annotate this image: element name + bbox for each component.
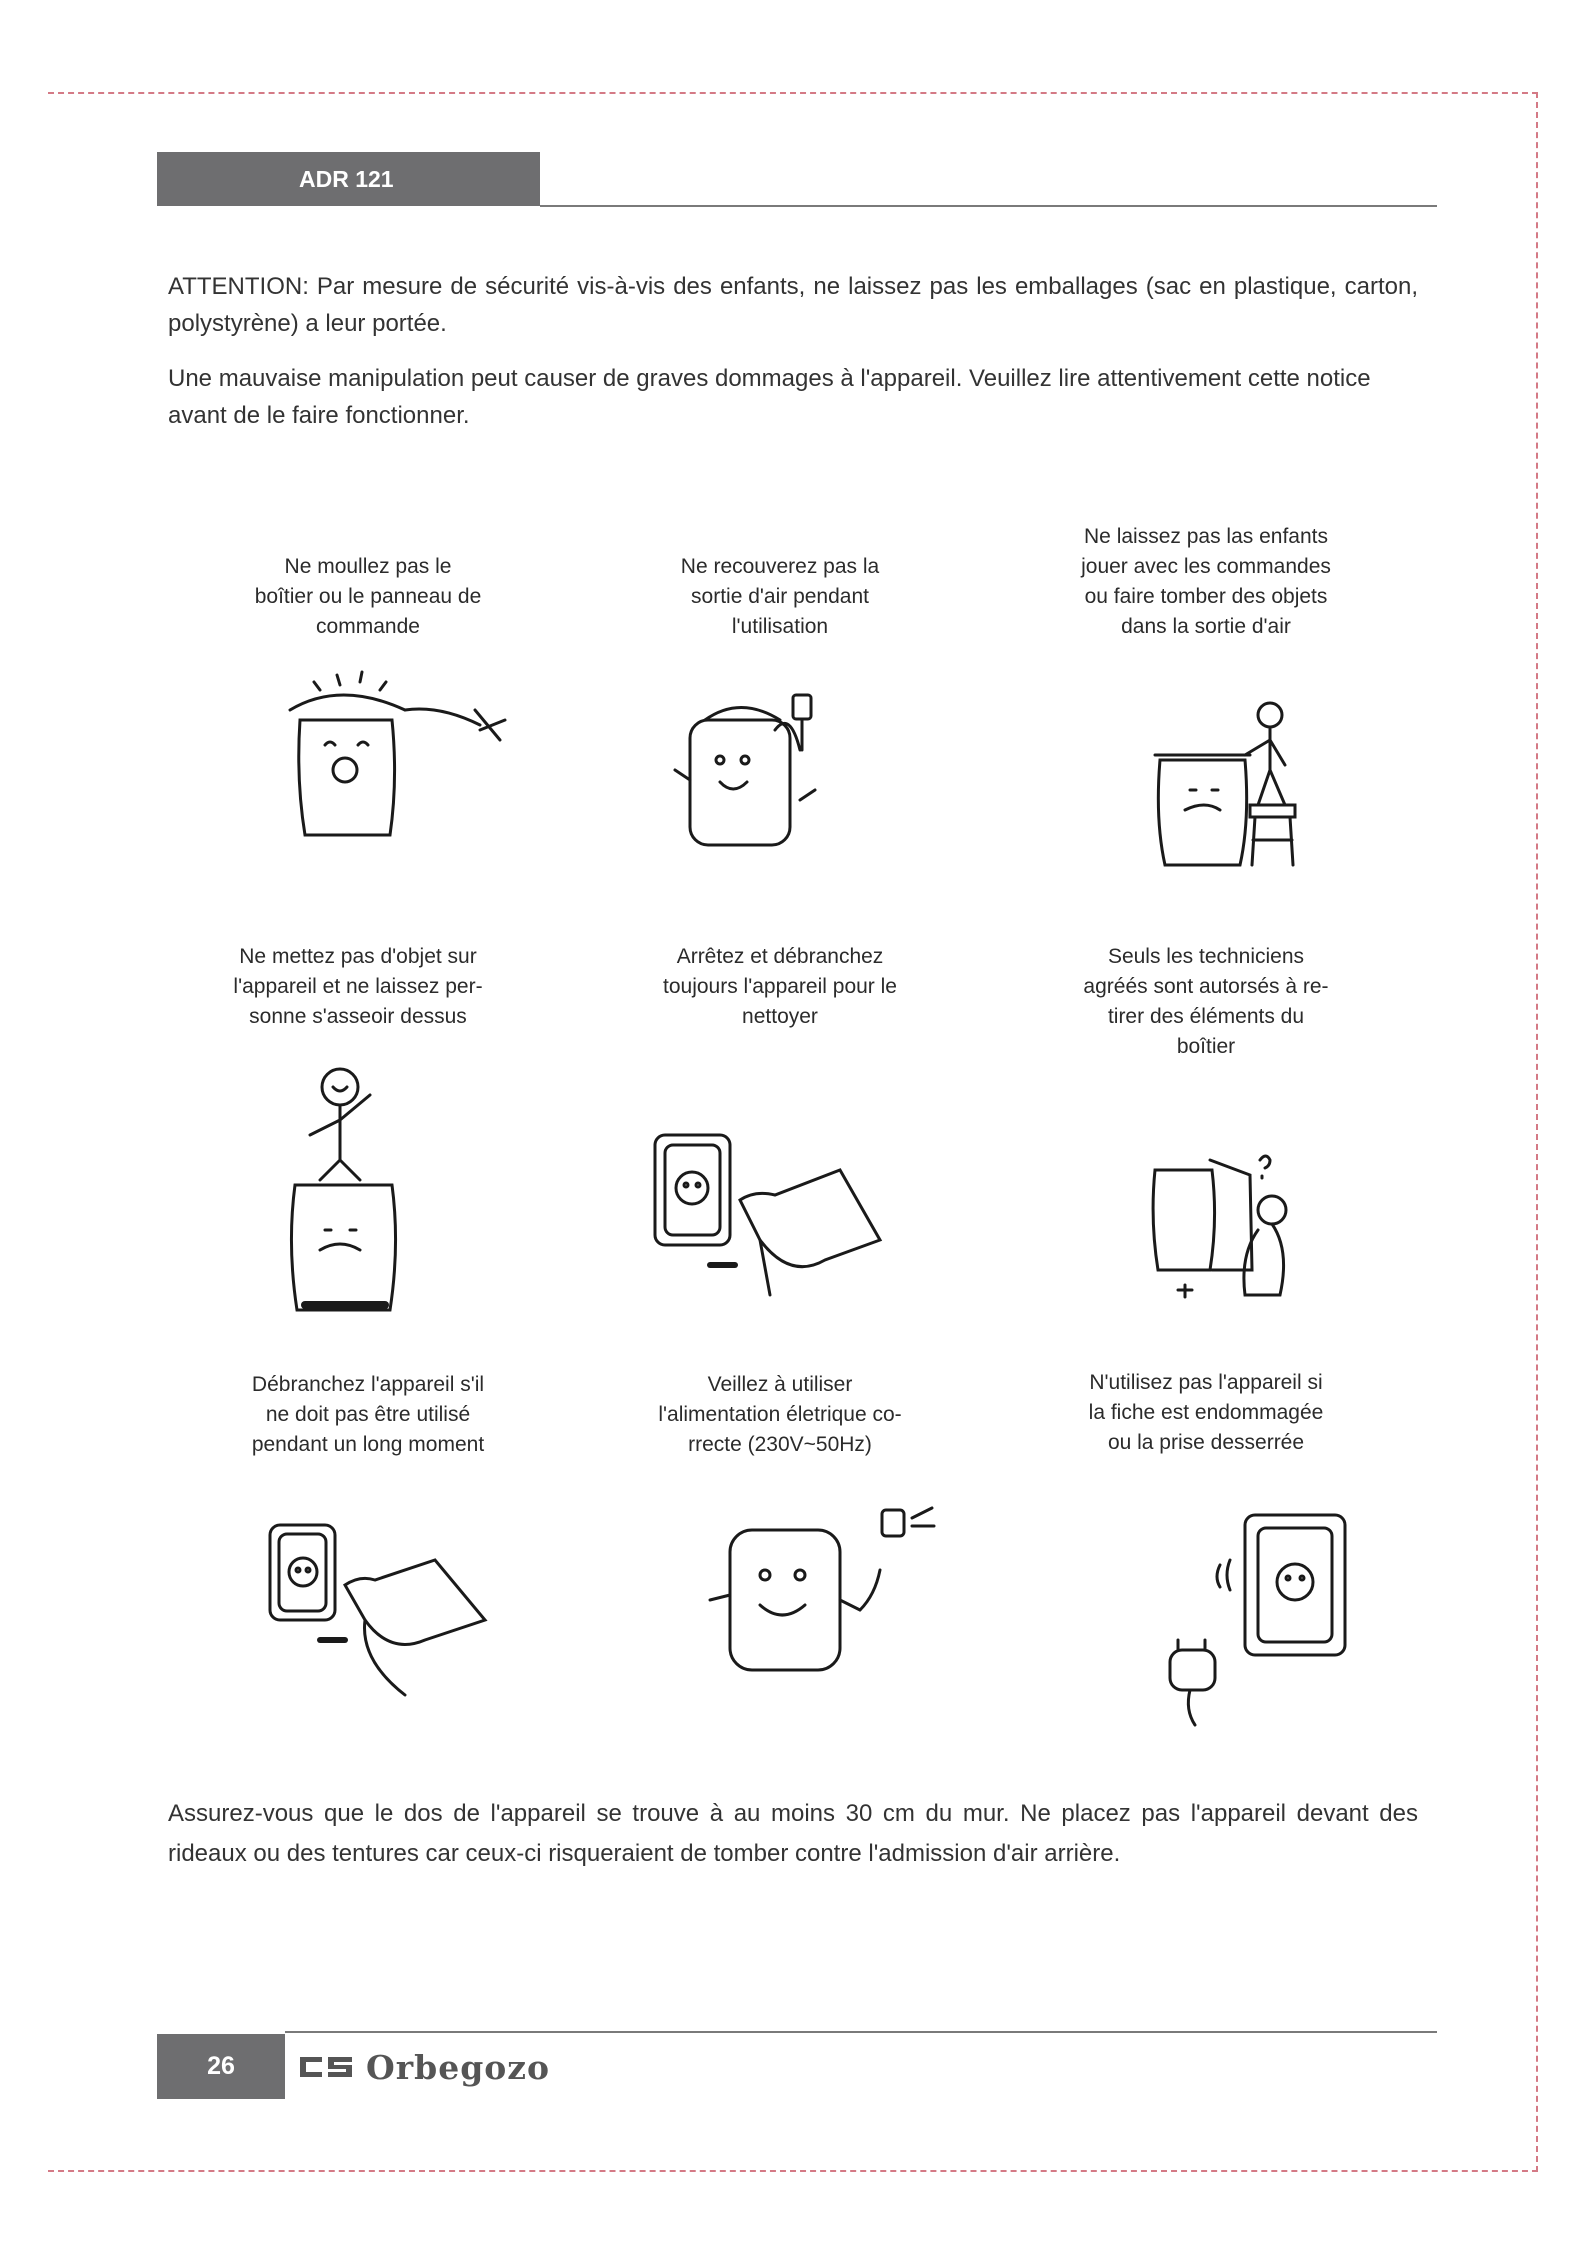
illustration-unplug-long-time [265,1520,495,1700]
warning-caption-4: Ne mettez pas d'objet sur l'appareil et ne laissez per- sonne s'asseoir dessus [233,945,483,1028]
warning-caption-1: Ne moullez pas le boîtier ou le panneau de commande [254,555,482,638]
illustration-damaged-plug [1160,1510,1360,1730]
illustration-child-climbing [1140,700,1320,880]
warning-caption-6: Seuls les techniciens agréés sont autorsés à re- tirer des éléments du boîtier [1083,945,1329,1058]
illustration-sitting-on-appliance [285,1065,405,1315]
illustration-covered-outlet [665,690,865,850]
handling-paragraph: Une mauvaise manipulation peut causer de graves dommages à l'appareil. Veuillez lire attentivement cette notice avant de le faire fonctionner. [168,365,1371,429]
warning-caption-9: N'utilisez pas l'appareil si la fiche est endommagée ou la prise desserrée [1088,1371,1324,1454]
illustration-wet-appliance [280,670,510,850]
warning-caption-7: Débranchez l'appareil s'il ne doit pas être utilisé pendant un long moment [251,1373,485,1456]
footer-rule [285,2031,1437,2033]
placement-paragraph: Assurez-vous que le dos de l'appareil se trouve à au moins 30 cm du mur. Ne placez pas l'appareil devant des rideaux ou des tentures car ceux-ci risqueraient de tomber contre l'admission d'air arrière. [168,1800,1418,1867]
warning-caption-2: Ne recouverez pas la sortie d'air pendant l'utilisation [680,555,880,638]
illustration-correct-voltage [700,1500,940,1680]
header-rule [540,205,1437,207]
page-number: 26 [157,2034,285,2099]
model-name: ADR 121 [299,166,394,192]
illustration-technician [1140,1140,1300,1300]
warning-caption-8: Veillez à utiliser l'alimentation életrique co- rrecte (230V~50Hz) [658,1373,902,1456]
brand-name: Orbegozo [366,2047,551,2087]
attention-paragraph: ATTENTION: Par mesure de sécurité vis-à-vis des enfants, ne laissez pas les emballages (sac en plastique, carton, polystyrène) a leur portée. [168,273,1418,337]
brand-mark-icon [298,2054,354,2080]
model-header [157,152,540,206]
warning-caption-3: Ne laissez pas las enfants jouer avec les commandes ou faire tomber des objets dans la sortie d'air [1081,525,1331,638]
brand-logo [298,2047,550,2087]
warning-caption-5: Arrêtez et débranchez toujours l'appareil pour le nettoyer [663,945,897,1028]
illustration-unplug-to-clean [650,1130,890,1300]
